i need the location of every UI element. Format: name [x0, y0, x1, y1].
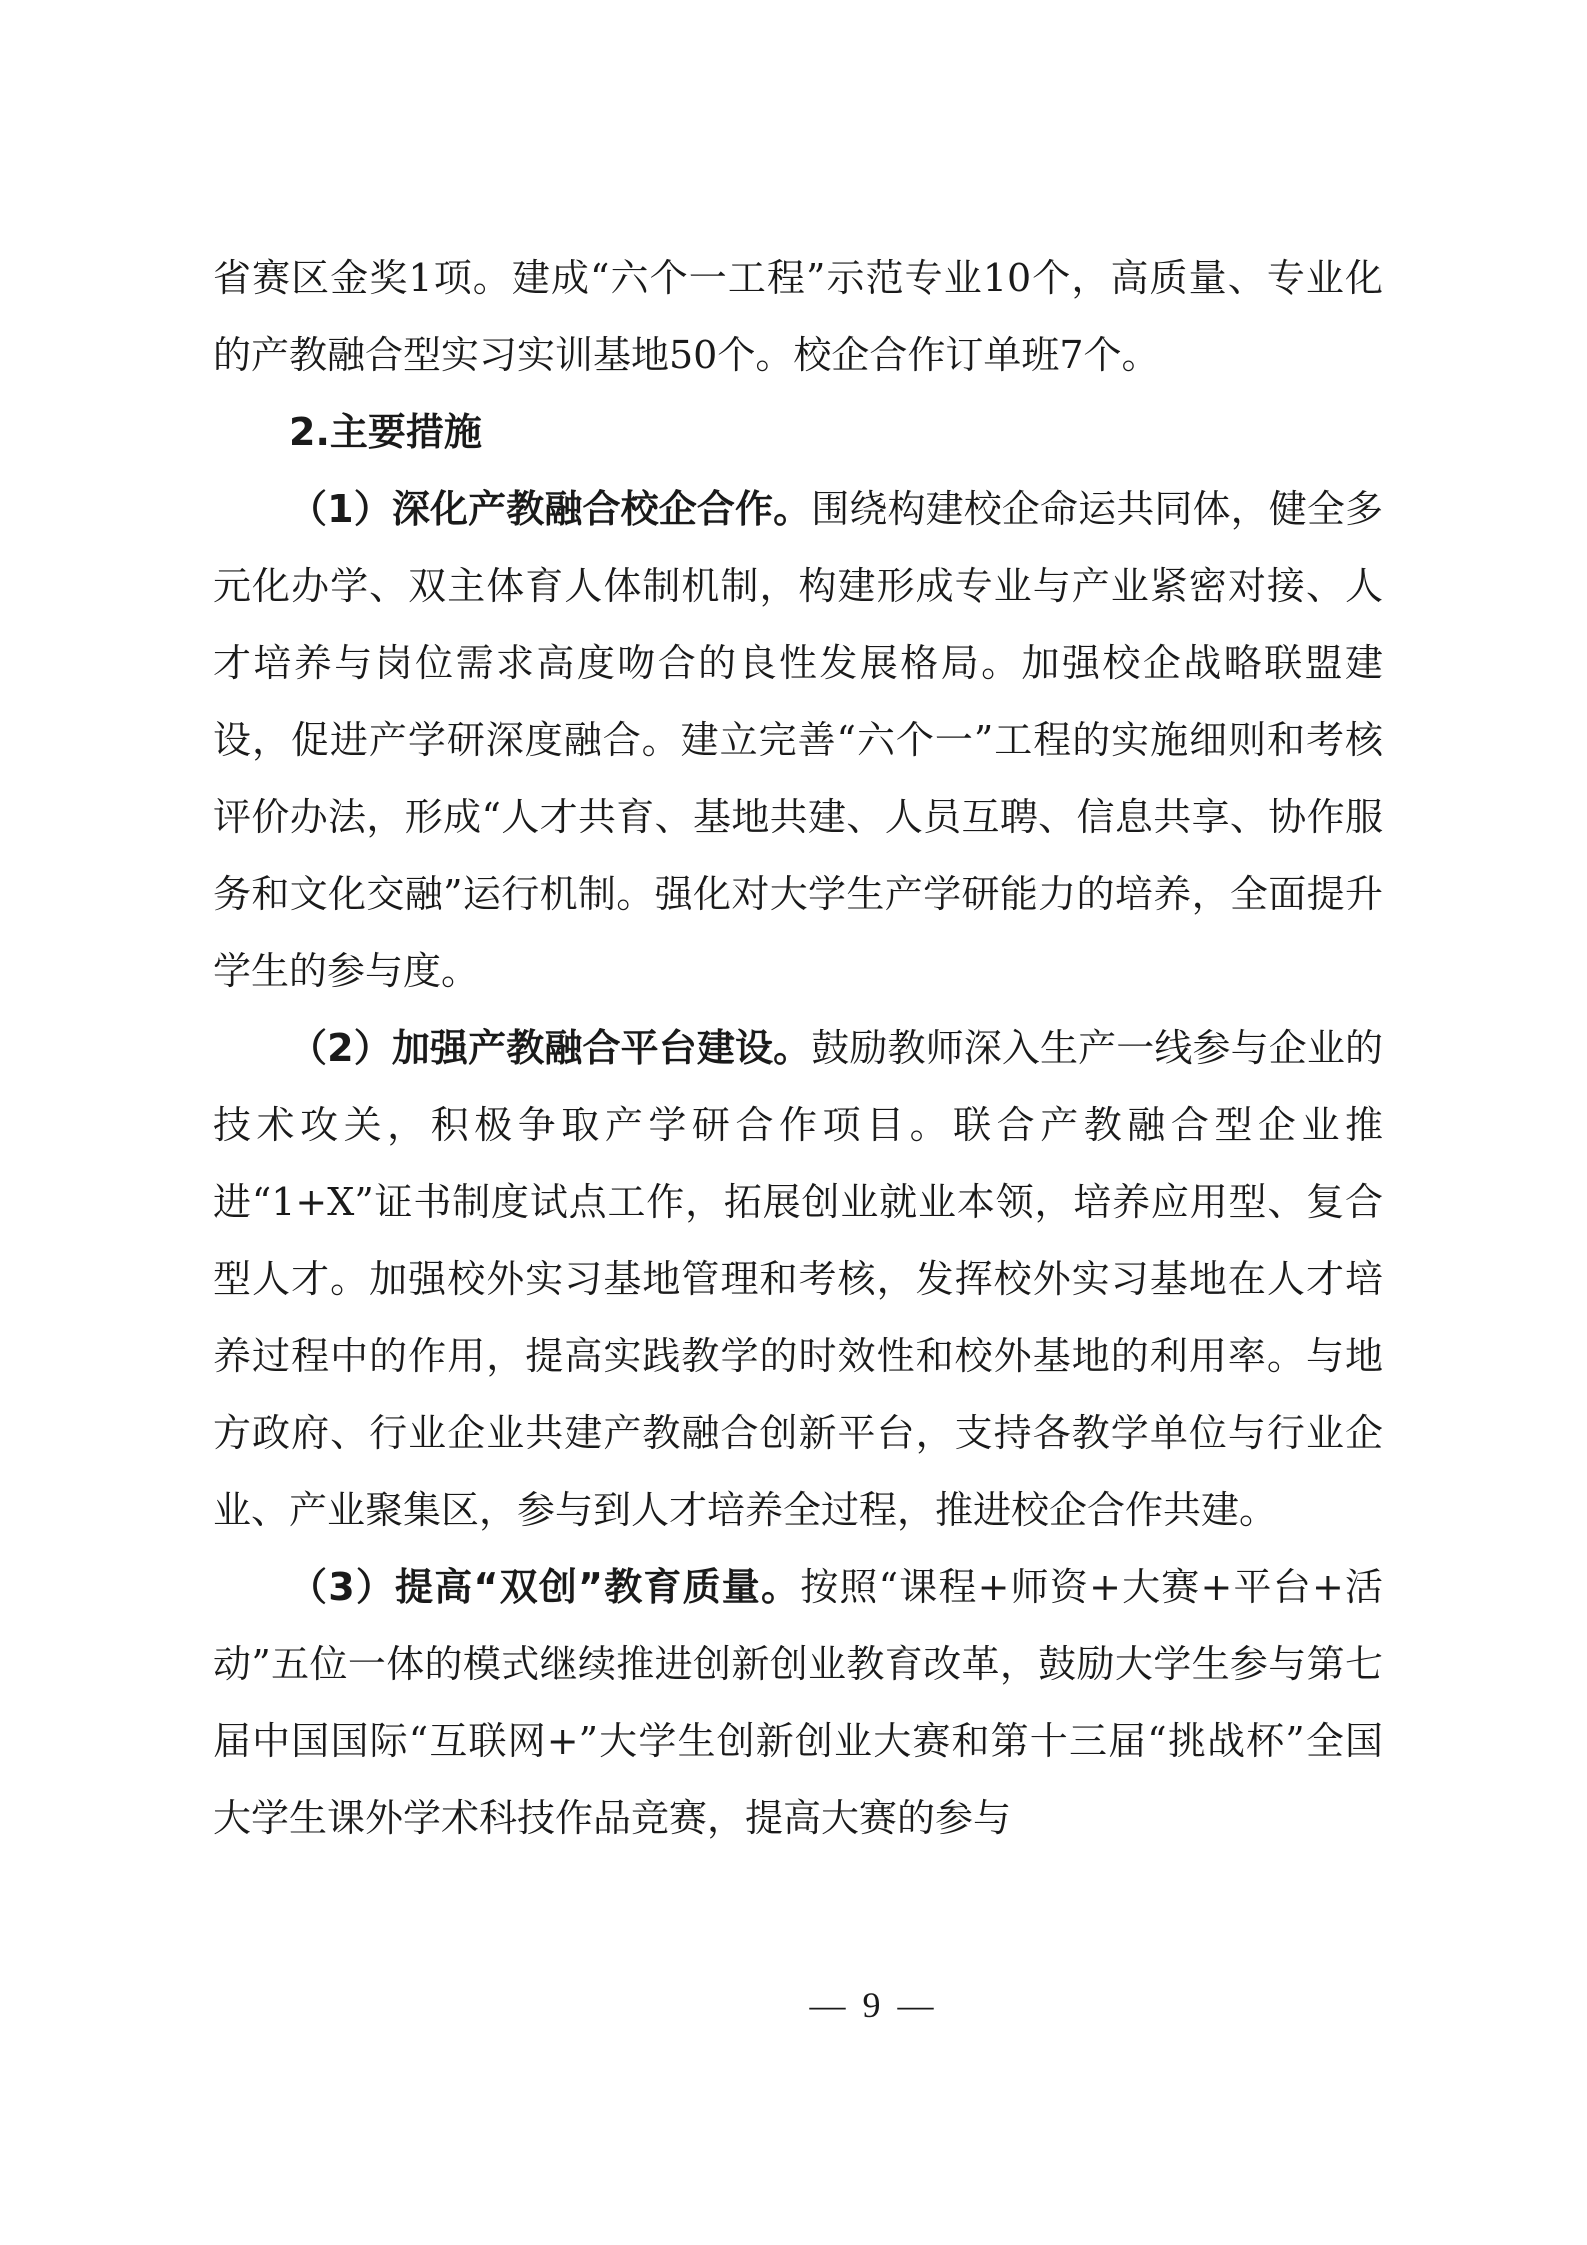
document-page — [213, 240, 1383, 1857]
measure-3-title: （3）提高“双创”教育质量。 — [289, 1565, 801, 1609]
section-heading: 2.主要措施 — [289, 410, 482, 454]
measure-3-paragraph — [213, 1549, 1383, 1857]
measure-1-paragraph — [213, 471, 1383, 1010]
measure-3-body: 按照“课程+师资+大赛+平台+活动”五位一体的模式继续推进创新创业教育改革，鼓励大学生参与第七届中国国际“互联网+”大学生创新创业大赛和第十三届“挑战杯”全国大学生课外学术科技作品竞赛，提高大赛的参与 — [213, 1565, 1383, 1840]
measure-2-paragraph — [213, 1010, 1383, 1549]
measure-1-title: （1）深化产教融合校企合作。 — [289, 487, 812, 531]
paragraph-continued: 省赛区金奖1项。建成“六个一工程”示范专业10个，高质量、专业化的产教融合型实习实训基地50个。校企合作订单班7个。 — [213, 256, 1383, 377]
measure-2-body: 鼓励教师深入生产一线参与企业的技术攻关，积极争取产学研合作项目。联合产教融合型企业推进“1+X”证书制度试点工作，拓展创业就业本领，培养应用型、复合型人才。加强校外实习基地管理和考核，发挥校外实习基地在人才培养过程中的作用，提高实践教学的时效性和校外基地的利用率。与地方政府、行业企业共建产教融合创新平台，支持各教学单位与行业企业、产业聚集区，参与到人才培养全过程，推进校企合作共建。 — [213, 1026, 1383, 1532]
page-number: — 9 — — [809, 1985, 938, 2025]
measure-1-body: 围绕构建校企命运共同体，健全多元化办学、双主体育人体制机制，构建形成专业与产业紧密对接、人才培养与岗位需求高度吻合的良性发展格局。加强校企战略联盟建设，促进产学研深度融合。建立完善“六个一”工程的实施细则和考核评价办法，形成“人才共育、基地共建、人员互聘、信息共享、协作服务和文化交融”运行机制。强化对大学生产学研能力的培养，全面提升学生的参与度。 — [213, 487, 1383, 993]
measure-2-title: （2）加强产教融合平台建设。 — [289, 1026, 812, 1070]
